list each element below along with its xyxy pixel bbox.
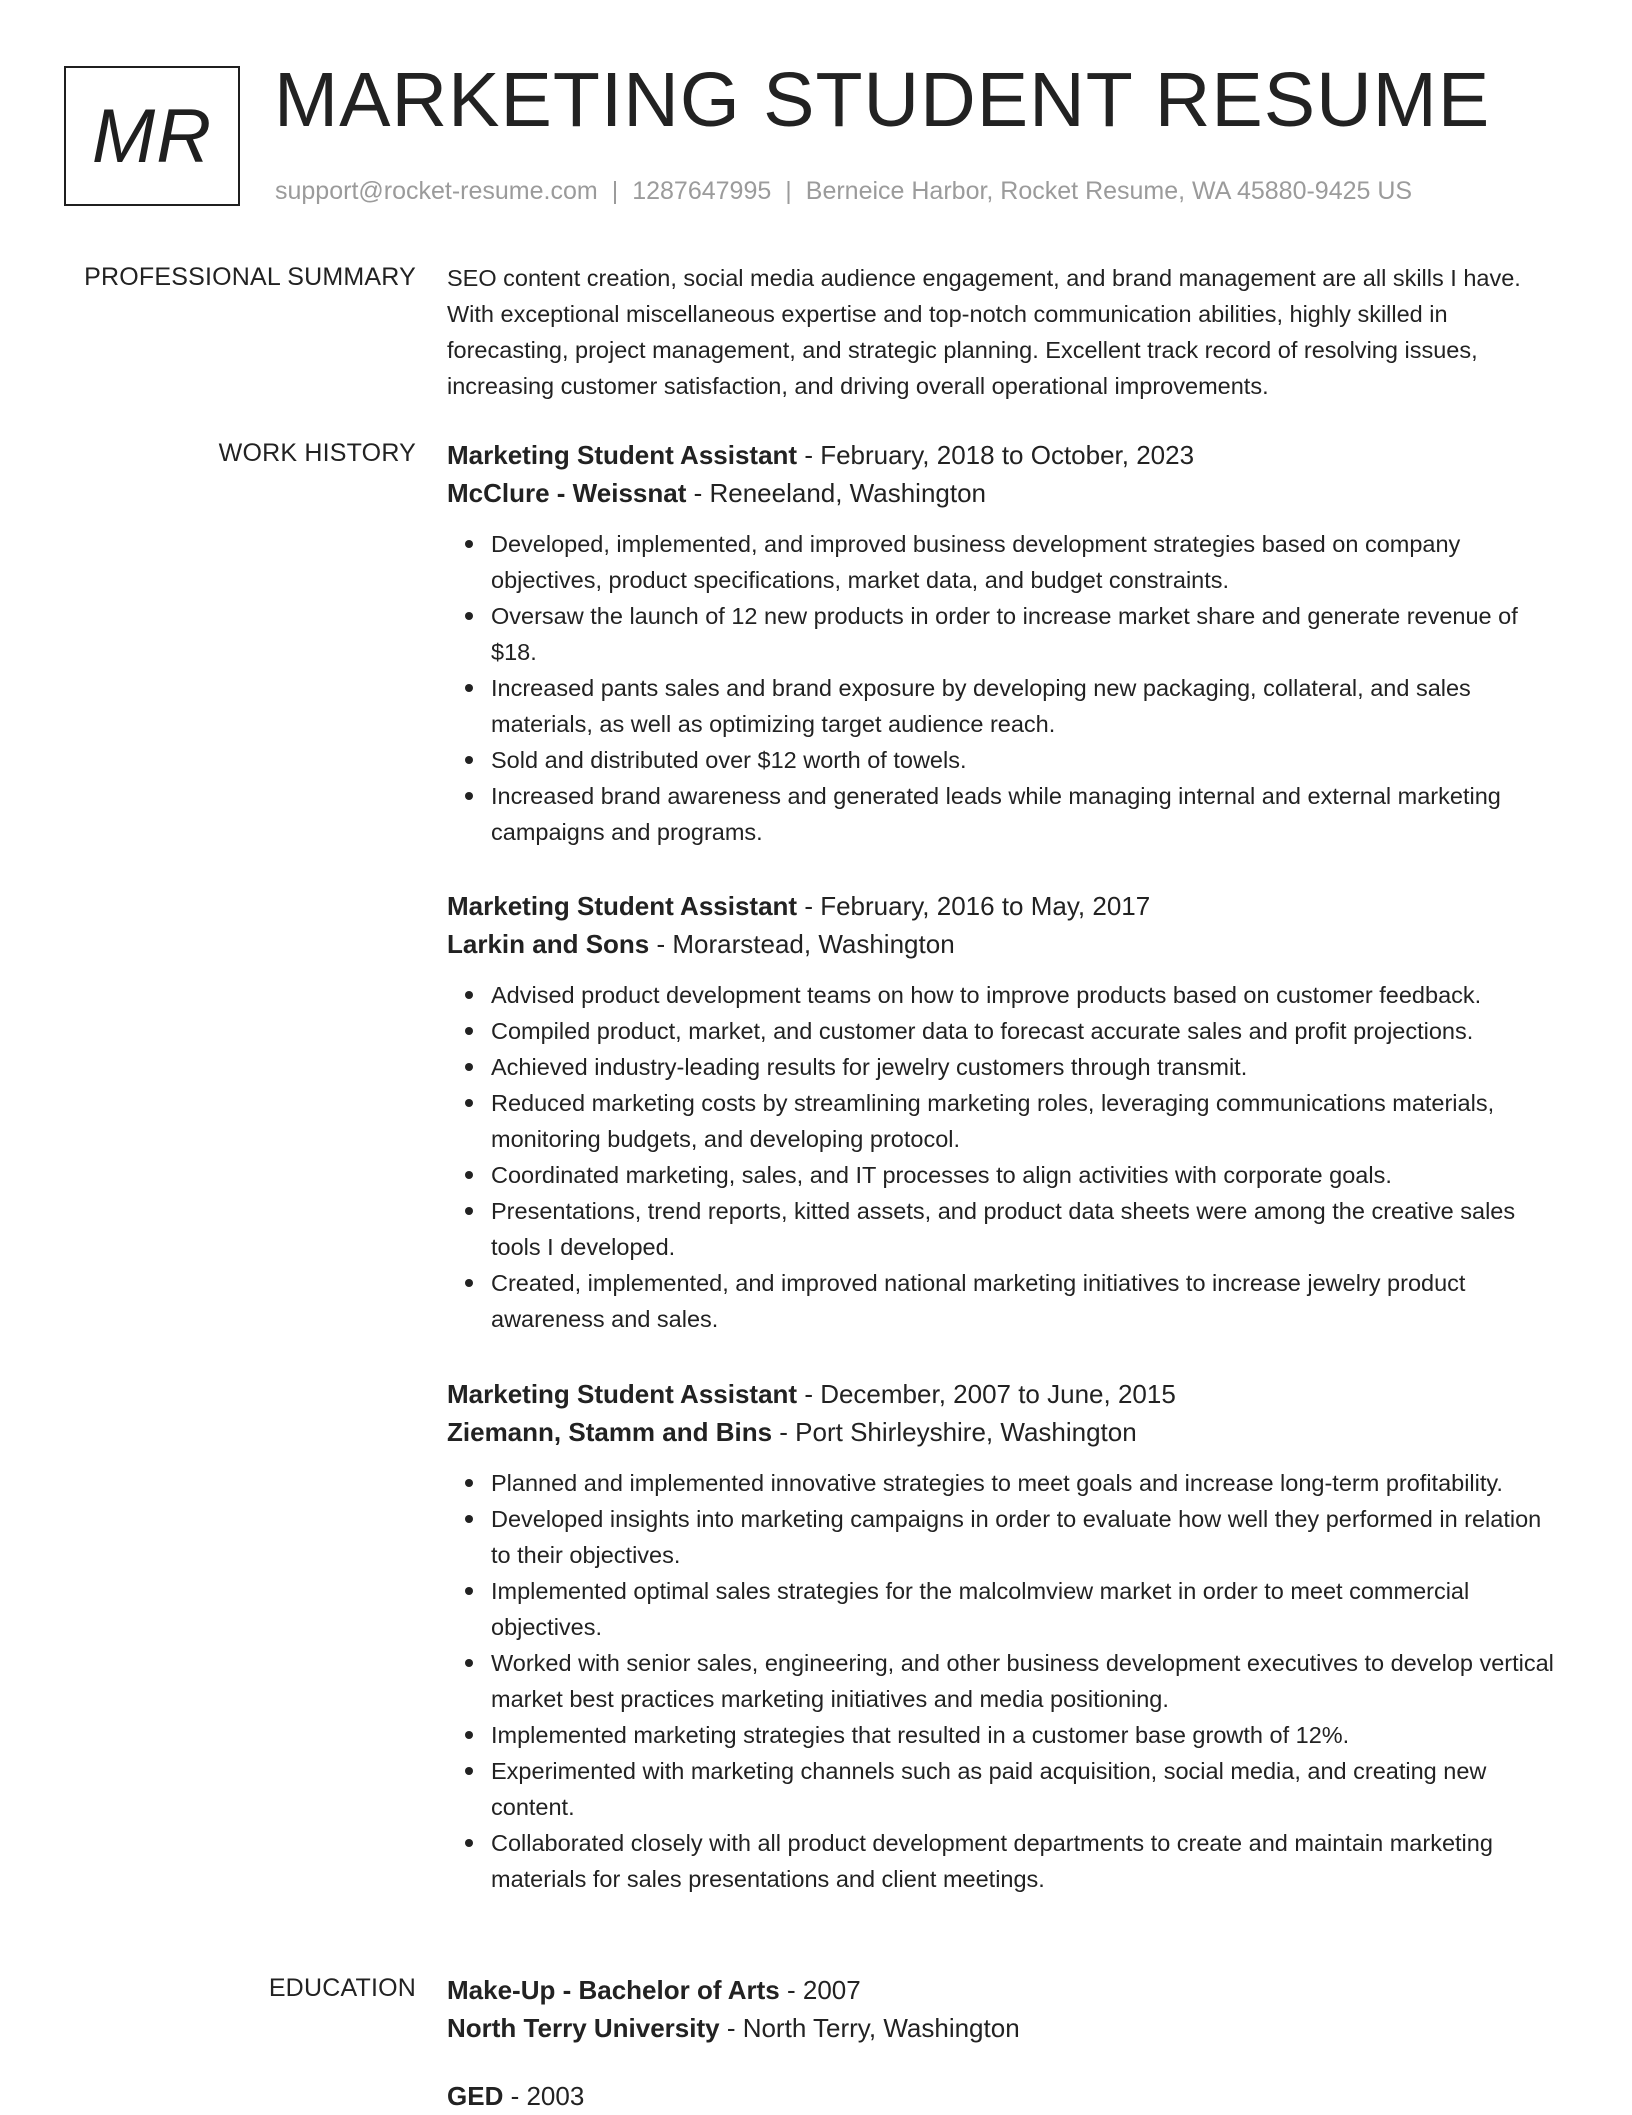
job-entry [447,436,1567,850]
education-entry [447,2077,1567,2115]
job-bullets [447,526,1567,850]
job-bullets [447,1465,1567,1897]
bullet-item: Collaborated closely with all product development departments to create and maintain marketing materials for sales presentations and client meetings. [491,1825,1567,1897]
bullet-item: Implemented marketing strategies that resulted in a customer base growth of 12%. [491,1717,1567,1753]
job-company-line [447,1413,1567,1451]
job-company-line [447,474,1567,512]
bullet-item: Coordinated marketing, sales, and IT processes to align activities with corporate goals. [491,1157,1567,1193]
education-location: - North Terry, Washington [719,2013,1020,2043]
bullet-item: Experimented with marketing channels such as paid acquisition, social media, and creating new content. [491,1753,1567,1825]
bullet-item: Created, implemented, and improved national marketing initiatives to increase jewelry product awareness and sales. [491,1265,1567,1337]
job-dates: - February, 2016 to May, 2017 [797,891,1151,921]
education-degree: Make-Up - Bachelor of Arts [447,1975,780,2005]
contact-email: support@rocket-resume.com [275,177,598,205]
job-bullets [447,977,1567,1337]
section-label-education: EDUCATION [268,1974,416,2002]
job-title-line [447,887,1567,925]
contact-line [275,174,1412,208]
job-company: McClure - Weissnat [447,478,687,508]
monogram-box [64,66,240,206]
contact-address: Berneice Harbor, Rocket Resume, WA 45880-9425 US [805,177,1413,205]
job-location: - Morarstead, Washington [649,929,955,959]
job-title-line [447,436,1567,474]
job-entry [447,887,1567,1337]
bullet-item: Presentations, trend reports, kitted assets, and product data sheets were among the creative sales tools I developed. [491,1193,1567,1265]
job-dates: - February, 2018 to October, 2023 [797,440,1195,470]
summary-body [447,260,1567,404]
education-degree: GED [447,2081,504,2111]
work-history-body [447,436,1567,850]
contact-separator: | [611,177,619,205]
summary-text: SEO content creation, social media audience engagement, and brand management are all skills I have. With exceptional miscellaneous expertise and top-notch communication abilities, highly skilled in forecasting, project management, and strategic planning. Excellent track record of resolving issues, increasing customer satisfaction, and driving overall operational improvements. [447,265,1521,399]
bullet-item: Advised product development teams on how to improve products based on customer feedback. [491,977,1567,1013]
education-entry [447,1971,1567,2047]
job-location: - Reneeland, Washington [686,478,987,508]
job-title-line [447,1375,1567,1413]
education-degree-line [447,2077,1567,2115]
section-label-summary: PROFESSIONAL SUMMARY [84,263,416,291]
job-company: Ziemann, Stamm and Bins [447,1417,773,1447]
job-title: Marketing Student Assistant [447,1379,798,1409]
section-label-work-history: WORK HISTORY [218,439,416,467]
bullet-item: Compiled product, market, and customer data to forecast accurate sales and profit projections. [491,1013,1567,1049]
contact-separator: | [785,177,792,205]
education-degree-line [447,1971,1567,2009]
bullet-item: Implemented optimal sales strategies for the malcolmview market in order to meet commercial objectives. [491,1573,1567,1645]
bullet-item: Achieved industry-leading results for jewelry customers through transmit. [491,1049,1567,1085]
work-history-body [447,1375,1567,1897]
education-year: - 2003 [503,2081,585,2111]
bullet-item: Sold and distributed over $12 worth of towels. [491,742,1567,778]
job-title: Marketing Student Assistant [447,891,798,921]
contact-phone: 1287647995 [632,177,772,205]
bullet-item: Worked with senior sales, engineering, and other business development executives to develop vertical market best practices marketing initiatives and media positioning. [491,1645,1567,1717]
job-title: Marketing Student Assistant [447,440,798,470]
education-year: - 2007 [779,1975,861,2005]
education-body [447,1971,1567,2115]
bullet-item: Increased pants sales and brand exposure by developing new packaging, collateral, and sales materials, as well as optimizing target audience reach. [491,670,1567,742]
bullet-item: Developed, implemented, and improved business development strategies based on company objectives, product specifications, market data, and budget constraints. [491,526,1567,598]
monogram-initials: MR [91,93,213,179]
job-entry [447,1375,1567,1897]
education-school: North Terry University [447,2013,720,2043]
job-company-line [447,925,1567,963]
job-location: - Port Shirleyshire, Washington [772,1417,1137,1447]
bullet-item: Oversaw the launch of 12 new products in order to increase market share and generate revenue of $18. [491,598,1567,670]
bullet-item: Developed insights into marketing campaigns in order to evaluate how well they performed in relation to their objectives. [491,1501,1567,1573]
job-company: Larkin and Sons [447,929,650,959]
resume-title: MARKETING STUDENT RESUME [274,57,1491,143]
education-school-line [447,2009,1567,2047]
work-history-body [447,887,1567,1337]
bullet-item: Planned and implemented innovative strategies to meet goals and increase long-term profitability. [491,1465,1567,1501]
job-dates: - December, 2007 to June, 2015 [797,1379,1176,1409]
bullet-item: Increased brand awareness and generated leads while managing internal and external marketing campaigns and programs. [491,778,1567,850]
bullet-item: Reduced marketing costs by streamlining marketing roles, leveraging communications materials, monitoring budgets, and developing protocol. [491,1085,1567,1157]
